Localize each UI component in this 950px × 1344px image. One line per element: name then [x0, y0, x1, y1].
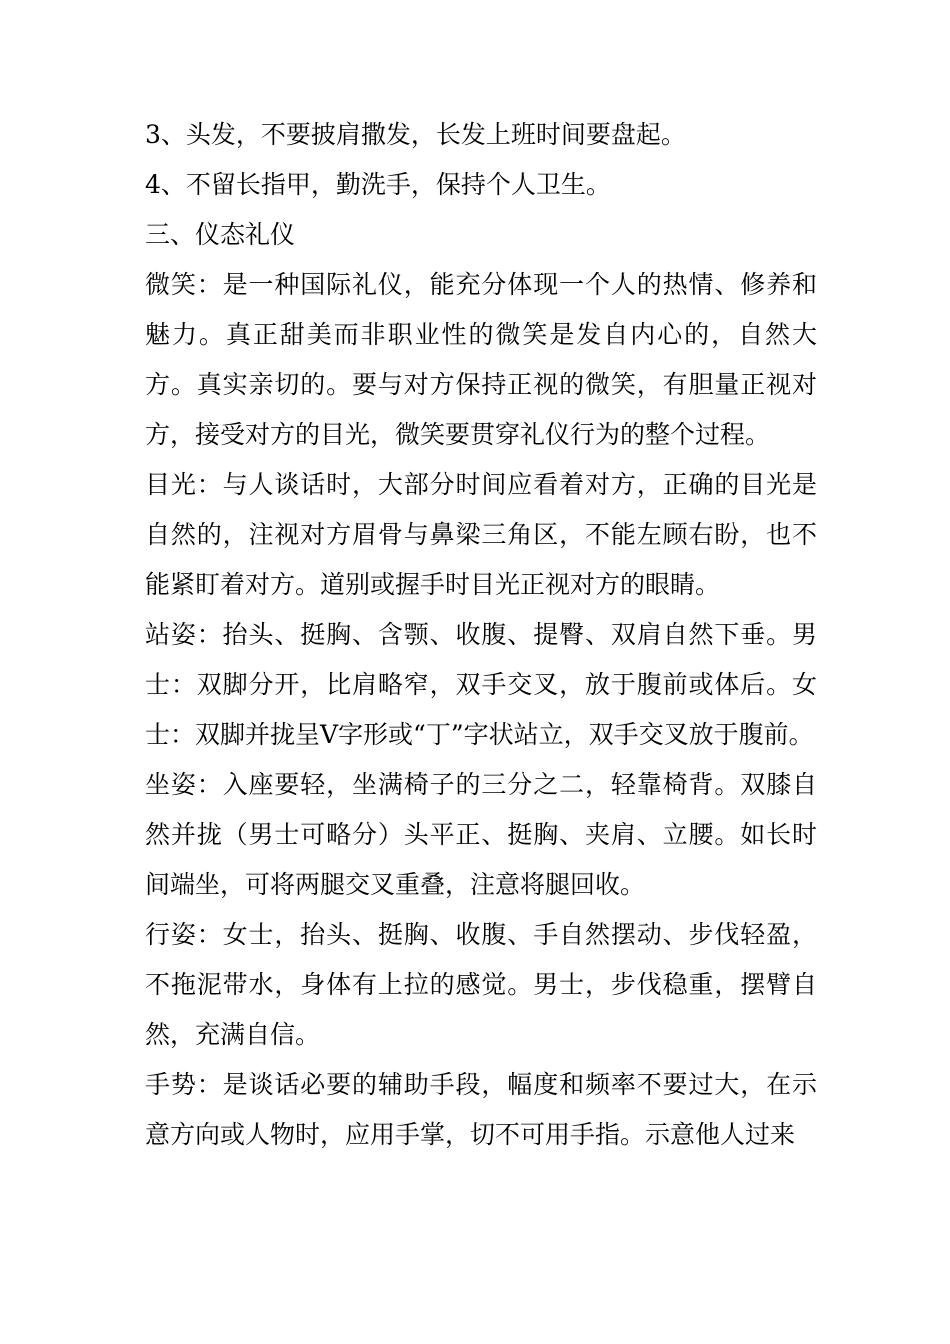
paragraph-nails: 4、不留长指甲，勤洗手，保持个人卫生。 — [145, 170, 611, 199]
paragraph-standing: 站姿：抬头、挺胸、含颚、收腹、提臀、双肩自然下垂。男士：双脚分开，比肩略窄，双手交叉，放于腹前或体后。女士：双脚并拢呈V字形或“丁”字状站立，双手交叉放于腹前。 — [145, 620, 817, 749]
section-heading-posture-etiquette: 三、仪态礼仪 — [145, 220, 296, 249]
paragraph-gesture: 手势：是谈话必要的辅助手段，幅度和频率不要过大，在示意方向或人物时，应用手掌，切不可用手指。示意他人过来 — [145, 1070, 817, 1149]
paragraph-gaze: 目光：与人谈话时，大部分时间应看着对方，正确的目光是自然的，注视对方眉骨与鼻梁三角区，不能左顾右盼，也不能紧盯着对方。道别或握手时目光正视对方的眼睛。 — [145, 470, 817, 599]
paragraph-smile: 微笑：是一种国际礼仪，能充分体现一个人的热情、修养和魅力。真正甜美而非职业性的微笑是发自内心的，自然大方。真实亲切的。要与对方保持正视的微笑，有胆量正视对方，接受对方的目光，微笑要贯穿礼仪行为的整个过程。 — [145, 270, 817, 449]
paragraph-hair: 3、头发，不要披肩撒发，长发上班时间要盘起。 — [145, 120, 686, 149]
paragraph-walking: 行姿：女士，抬头、挺胸、收腹、手自然摆动、步伐轻盈，不拖泥带水，身体有上拉的感觉。男士，步伐稳重，摆臂自然，充满自信。 — [145, 920, 817, 1049]
paragraph-sitting: 坐姿：入座要轻，坐满椅子的三分之二，轻靠椅背。双膝自然并拢（男士可略分）头平正、挺胸、夹肩、立腰。如长时间端坐，可将两腿交叉重叠，注意将腿回收。 — [145, 770, 817, 899]
document-body — [145, 110, 817, 1160]
